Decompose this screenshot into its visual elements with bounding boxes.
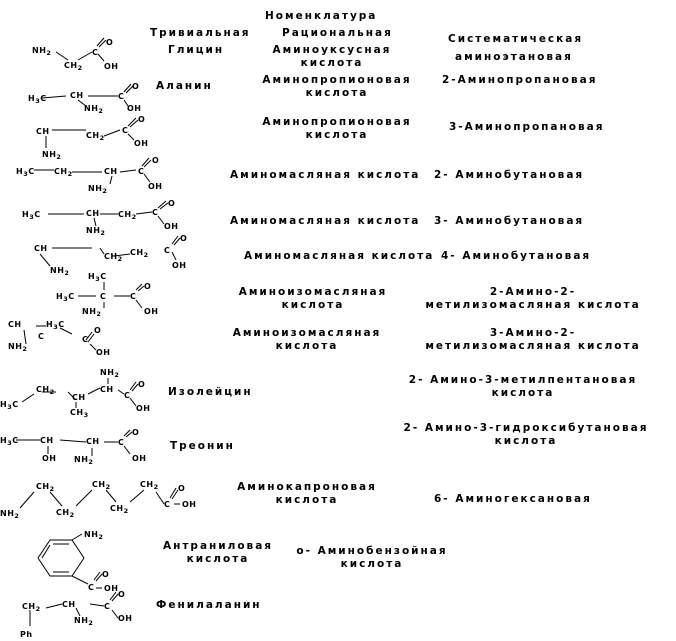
- row1-systematic-name: аминоэтановая: [455, 51, 573, 63]
- atom-label: C: [164, 500, 171, 509]
- row11-rational-name: Аминокапроновая кислота: [237, 481, 377, 506]
- atom-label: $NH_2$: [88, 184, 108, 195]
- atom-label: C: [38, 332, 45, 341]
- atom-label: $CH_2$: [36, 385, 55, 396]
- row11-systematic-name: 6- Аминогексановая: [434, 493, 592, 505]
- atom-label: C: [130, 292, 137, 301]
- atom-label: CH: [34, 244, 48, 253]
- atom-label: $CH_2$: [130, 248, 149, 259]
- atom-label: C: [164, 246, 171, 255]
- atom-label: $CH_2$: [36, 482, 55, 493]
- atom-label: $NH_2$: [84, 104, 104, 115]
- atom-label: C: [118, 438, 125, 447]
- atom-label: O: [138, 115, 146, 124]
- atom-label: $H_3C$: [16, 167, 35, 178]
- row10-systematic-name: 2- Амино-3-гидроксибутановая кислота: [403, 422, 649, 447]
- atom-label: OH: [127, 104, 142, 113]
- column-header-systematic: Систематическая: [448, 33, 584, 45]
- atom-label: $NH_2$: [74, 455, 94, 466]
- row6-systematic-name: 4- Аминобутановая: [441, 250, 592, 262]
- row2-rational-name: Аминопропионовая кислота: [262, 74, 412, 99]
- atom-label: O: [152, 156, 160, 165]
- atom-label: $NH_2$: [74, 616, 94, 627]
- atom-label: O: [132, 428, 140, 437]
- atom-label: $NH_2$: [100, 368, 120, 379]
- atom-label: O: [144, 282, 152, 291]
- atom-label: $CH_2$: [54, 167, 73, 178]
- atom-label: $H_3C$: [56, 292, 75, 303]
- atom-label: $H_3C$: [0, 400, 19, 411]
- atom-label: C: [88, 583, 95, 592]
- row5-systematic-name: 3- Аминобутановая: [434, 215, 585, 227]
- atom-label: Ph: [20, 630, 33, 639]
- atom-label: O: [168, 199, 176, 208]
- atom-label: $CH_2$: [86, 131, 105, 142]
- atom-label: $CH_3$: [70, 408, 89, 419]
- atom-label: CH: [86, 437, 100, 446]
- atom-label: C: [104, 602, 111, 611]
- row5-rational-name: Аминомасляная кислота: [230, 215, 421, 227]
- row3-rational-name: Аминопропионовая кислота: [262, 116, 412, 141]
- atom-label: CH: [40, 436, 54, 445]
- atom-label: O: [106, 38, 114, 47]
- row4-rational-name: Аминомасляная кислота: [230, 169, 421, 181]
- atom-label: C: [82, 335, 89, 344]
- atom-label: $CH_2$: [118, 210, 137, 221]
- atom-label: C: [122, 126, 129, 135]
- atom-label: $CH_2$: [56, 508, 75, 519]
- atom-label: C: [152, 208, 159, 217]
- atom-label: CH: [70, 91, 84, 100]
- row9-systematic-name: 2- Амино-3-метилпентановая кислота: [408, 374, 638, 399]
- column-header-trivial: Тривиальная: [150, 27, 251, 39]
- atom-label: $NH_2$: [42, 150, 62, 161]
- atom-label: OH: [148, 182, 163, 191]
- row8-rational-name: Аминоизомасляная кислота: [232, 327, 382, 352]
- row2-trivial-name: Аланин: [156, 80, 213, 92]
- atom-label: OH: [118, 614, 133, 623]
- atom-label: $NH_2$: [32, 46, 52, 57]
- atom-label: $NH_2$: [0, 509, 20, 520]
- row7-rational-name: Аминоизомасляная кислота: [238, 286, 388, 311]
- atom-label: $CH_2$: [110, 504, 129, 515]
- atom-label: OH: [104, 584, 119, 593]
- row1-rational-name: Аминоуксусная кислота: [272, 44, 392, 69]
- atom-label: O: [138, 380, 146, 389]
- atom-label: CH: [100, 385, 114, 394]
- atom-label: $CH_2$: [140, 480, 159, 491]
- atom-label: $NH_2$: [50, 266, 70, 277]
- atom-label: O: [180, 234, 188, 243]
- atom-label: $CH_2$: [104, 252, 123, 263]
- atom-label: $H_3C$: [28, 94, 47, 105]
- row7-systematic-name: 2-Амино-2-метилизомасляная кислота: [425, 286, 641, 311]
- atom-label: $NH_2$: [8, 342, 28, 353]
- atom-label: OH: [164, 222, 179, 231]
- atom-label: $CH_2$: [22, 602, 41, 613]
- atom-label: $H_3C$: [46, 320, 65, 331]
- atom-label: O: [118, 590, 126, 599]
- atom-label: C: [100, 292, 107, 301]
- atom-label: CH: [36, 127, 50, 136]
- atom-label: OH: [134, 139, 149, 148]
- atom-label: $NH_2$: [86, 226, 106, 237]
- atom-label: $H_3C$: [88, 272, 107, 283]
- row4-systematic-name: 2- Аминобутановая: [434, 169, 585, 181]
- atom-label: CH: [72, 393, 86, 402]
- atom-label: OH: [132, 454, 147, 463]
- atom-label: OH: [136, 404, 151, 413]
- page-title: Номенклатура: [265, 10, 378, 22]
- atom-label: C: [138, 167, 145, 176]
- atom-label: $NH_2$: [84, 530, 104, 541]
- row3-systematic-name: 3-Аминопропановая: [449, 121, 605, 133]
- atom-label: CH: [86, 209, 100, 218]
- atom-label: OH: [144, 307, 159, 316]
- atom-label: C: [124, 391, 131, 400]
- atom-label: O: [178, 484, 186, 493]
- atom-label: C: [92, 48, 99, 57]
- atom-label: OH: [182, 500, 197, 509]
- atom-label: CH: [104, 167, 118, 176]
- row1-trivial-name: Глицин: [168, 44, 225, 56]
- row6-rational-name: Аминомасляная кислота: [244, 250, 435, 262]
- atom-label: OH: [104, 62, 119, 71]
- atom-label: OH: [96, 348, 111, 357]
- atom-label: $NH_2$: [82, 307, 102, 318]
- atom-label: C: [118, 92, 125, 101]
- atom-label: CH: [8, 320, 22, 329]
- atom-label: O: [102, 570, 110, 579]
- row2-systematic-name: 2-Аминопропановая: [442, 74, 598, 86]
- atom-label: CH: [62, 600, 76, 609]
- row13-trivial-name: Фенилаланин: [156, 599, 262, 611]
- atom-label: OH: [42, 454, 57, 463]
- column-header-rational: Рациональная: [282, 27, 393, 39]
- row9-trivial-name: Изолейцин: [168, 386, 253, 398]
- atom-label: OH: [172, 261, 187, 270]
- atom-label: $H_3C$: [22, 210, 41, 221]
- atom-label: $H_3C$: [0, 436, 19, 447]
- atom-label: $CH_2$: [92, 480, 111, 491]
- row8-systematic-name: 3-Амино-2-метилизомасляная кислота: [425, 327, 641, 352]
- atom-label: O: [94, 326, 102, 335]
- row12-rational-name: o- Аминобензойная кислота: [296, 545, 448, 570]
- atom-label: O: [132, 82, 140, 91]
- row12-trivial-name: Антраниловая кислота: [162, 540, 274, 565]
- row10-trivial-name: Треонин: [170, 440, 235, 452]
- atom-label: $CH_2$: [64, 61, 83, 72]
